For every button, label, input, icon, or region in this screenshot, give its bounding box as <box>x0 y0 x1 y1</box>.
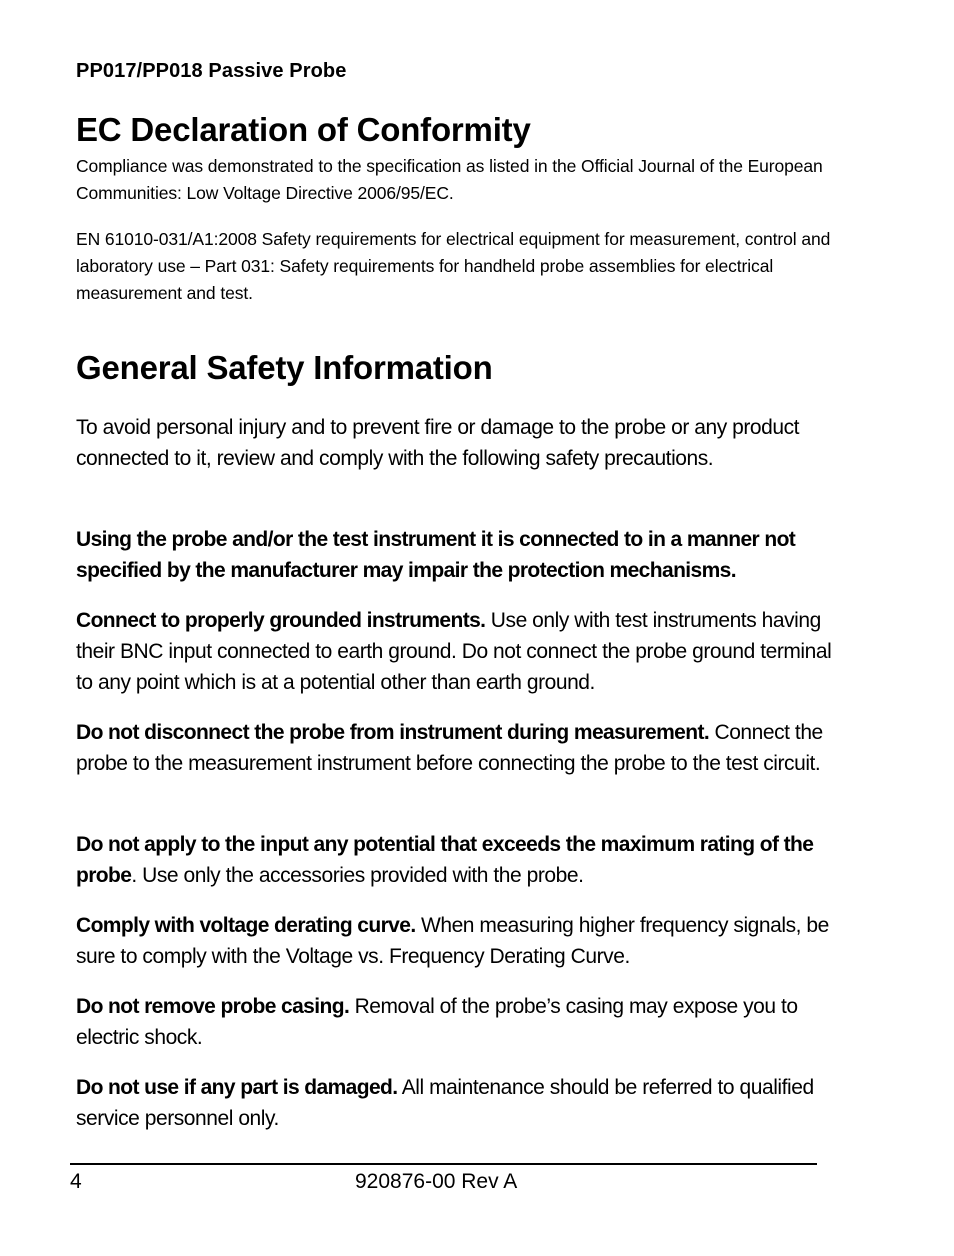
document-id: 920876-00 Rev A <box>355 1170 518 1193</box>
running-header-title: PP017/PP018 Passive Probe <box>76 60 347 82</box>
ec-declaration-heading: EC Declaration of Conformity <box>76 111 531 148</box>
safety-item-casing-title: Do not remove probe casing. <box>76 995 350 1018</box>
safety-item-disconnect-title: Do not disconnect the probe from instrument during measurement. <box>76 721 710 744</box>
safety-item-derating-text: When measuring higher frequency signals, be sure to comply with the Voltage vs. Frequency Derating Curve. <box>76 914 829 968</box>
safety-intro-paragraph: To avoid personal injury and to prevent fire or damage to the probe or any product connected to it, review and comply with the following safety precautions. <box>76 416 800 470</box>
safety-warning-text: Using the probe and/or the test instrument it is connected to in a manner not specified by the manufacturer may impair the protection mechanisms. <box>76 528 796 582</box>
safety-item-disconnect <box>76 717 846 779</box>
safety-item-damaged-title: Do not use if any part is damaged. <box>76 1076 398 1099</box>
safety-warning-paragraph <box>76 524 846 586</box>
ec-standard-paragraph: EN 61010-031/A1:2008 Safety requirements for electrical equipment for measurement, control and laboratory use – Part 031: Safety requirements for handheld probe assemblies for electrical measurement and test. <box>76 229 831 303</box>
safety-item-max-rating-text: . Use only the accessories provided with the probe. <box>131 864 584 887</box>
safety-item-max-rating <box>76 829 846 891</box>
safety-item-damaged-text: All maintenance should be referred to qualified service personnel only. <box>76 1076 814 1130</box>
page-number: 4 <box>70 1170 82 1193</box>
safety-item-max-rating-title: Do not apply to the input any potential that exceeds the maximum rating of the probe <box>76 833 814 887</box>
safety-item-grounding-text: Use only with test instruments having their BNC input connected to earth ground. Do not connect the probe ground terminal to any point which is at a potential other than earth ground. <box>76 609 832 694</box>
footer-divider <box>70 1163 817 1165</box>
safety-item-derating-title: Comply with voltage derating curve. <box>76 914 416 937</box>
ec-compliance-paragraph: Compliance was demonstrated to the specification as listed in the Official Journal of the European Communities: Low Voltage Directive 2006/95/EC. <box>76 156 823 203</box>
safety-item-damaged <box>76 1072 846 1134</box>
safety-item-casing-text: Removal of the probe’s casing may expose you to electric shock. <box>76 995 798 1049</box>
safety-item-casing <box>76 991 846 1053</box>
general-safety-heading: General Safety Information <box>76 349 493 386</box>
safety-item-grounding-title: Connect to properly grounded instruments. <box>76 609 486 632</box>
safety-item-grounding <box>76 605 846 698</box>
safety-item-disconnect-text: Connect the probe to the measurement instrument before connecting the probe to the test circuit. <box>76 721 823 775</box>
safety-item-derating <box>76 910 846 972</box>
